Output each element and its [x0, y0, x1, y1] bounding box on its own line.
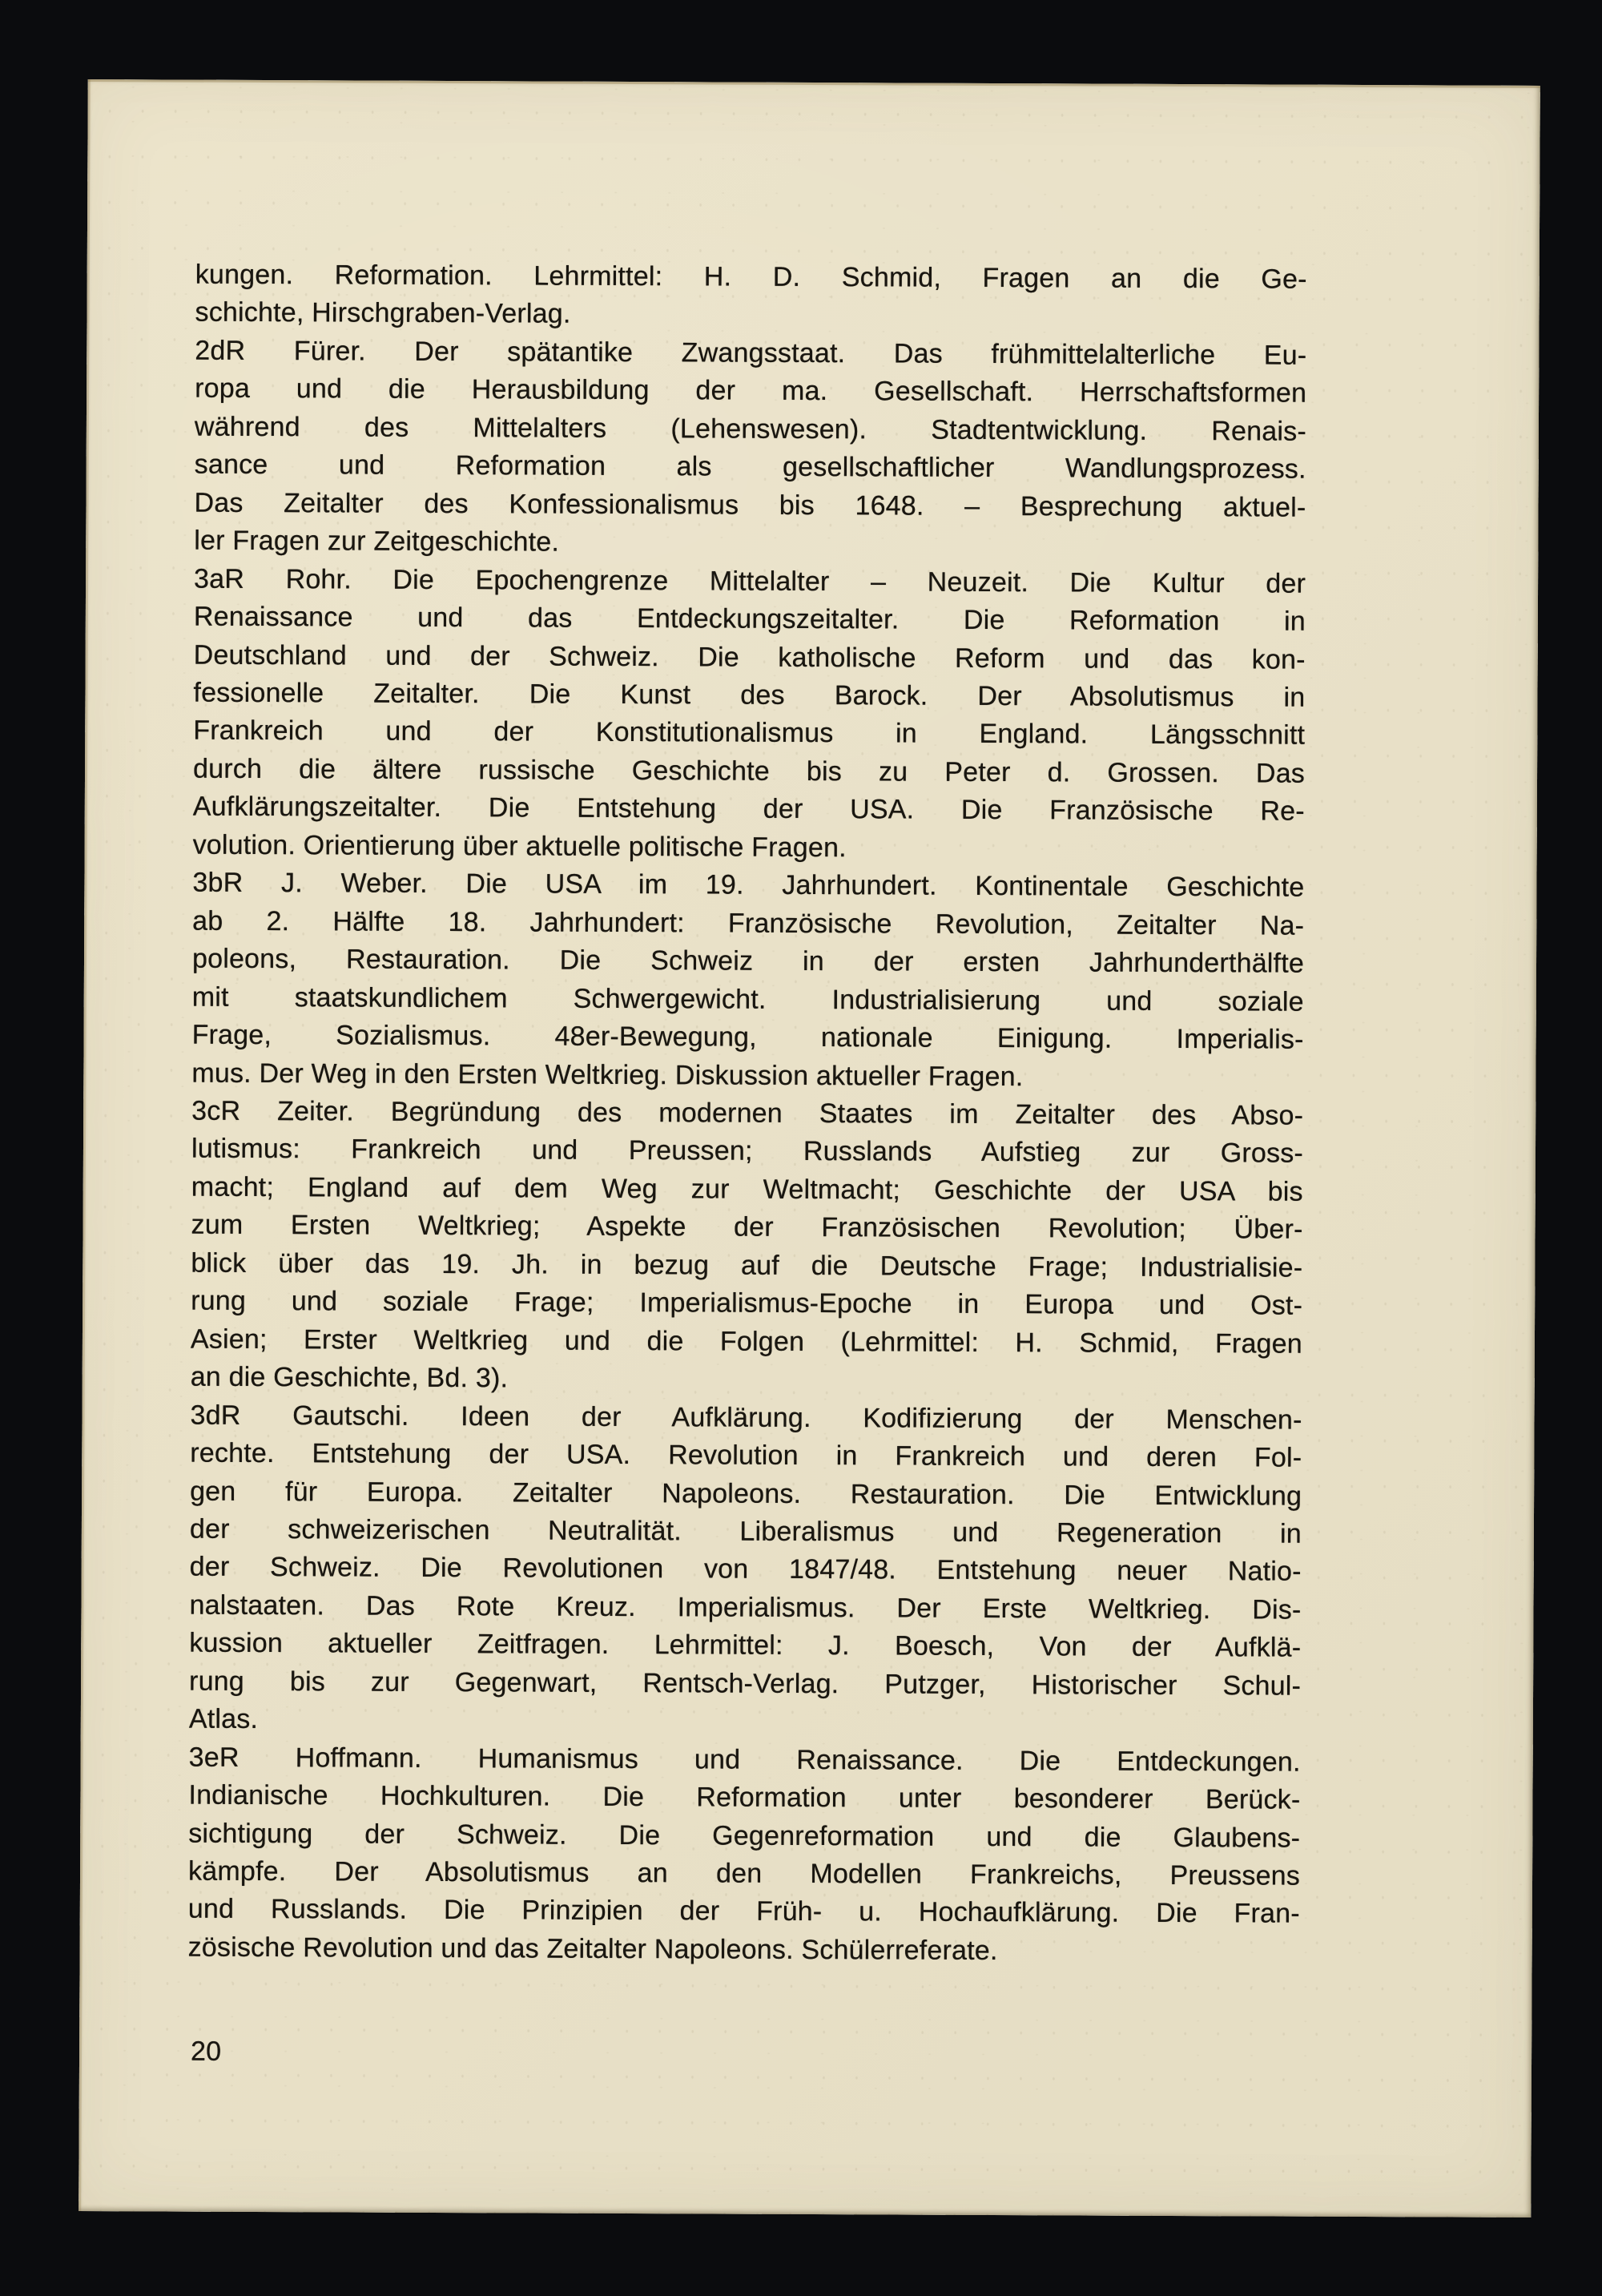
paragraph [193, 560, 1306, 869]
text-line: Frankreich und der Konstitutionalismus in England. Längsschnitt [193, 715, 1306, 751]
text-line: ler Fragen zur Zeitgeschichte. [194, 525, 560, 558]
paper-page [78, 79, 1540, 2217]
text-line: zösische Revolution und das Zeitalter Napoleons. Schülerreferate. [187, 1931, 998, 1966]
text-line: kussion aktueller Zeitfragen. Lehrmittel: J. Boesch, Von der Aufklä- [189, 1627, 1302, 1663]
text-line: mus. Der Weg in den Ersten Weltkrieg. Diskussion aktueller Fragen. [191, 1057, 1024, 1092]
text-line: rung bis zur Gegenwart, Rentsch-Verlag. Putzger, Historischer Schul- [189, 1666, 1302, 1702]
text-line: an die Geschichte, Bd. 3). [190, 1361, 509, 1394]
text-line: 2dR Fürer. Der spätantike Zwangsstaat. Das frühmittelalterliche Eu- [195, 335, 1307, 371]
paragraph [195, 256, 1306, 337]
text-line: Deutschland und der Schweiz. Die katholische Reform und das kon- [193, 639, 1306, 675]
text-line: Das Zeitalter des Konfessionalismus bis 1648. – Besprechung aktuel- [194, 487, 1306, 523]
text-line: 3eR Hoffmann. Humanismus und Renaissance. Die Entdeckungen. [188, 1742, 1301, 1778]
text-line: gen für Europa. Zeitalter Napoleons. Restauration. Die Entwicklung [190, 1476, 1302, 1512]
text-line: Indianische Hochkulturen. Die Reformation unter besonderer Berück- [188, 1779, 1301, 1815]
text-line: kungen. Reformation. Lehrmittel: H. D. Schmid, Fragen an die Ge- [195, 259, 1307, 295]
text-line: 3dR Gautschi. Ideen der Aufklärung. Kodifizierung der Menschen- [190, 1400, 1302, 1436]
paragraph [194, 332, 1306, 566]
text-line: Atlas. [188, 1703, 259, 1735]
text-line: poleons, Restauration. Die Schweiz in der ersten Jahrhunderthälfte [191, 943, 1305, 979]
text-line: und Russlands. Die Prinzipien der Früh- u. Hochaufklärung. Die Fran- [187, 1894, 1300, 1930]
text-line: ropa und die Herausbildung der ma. Gesellschaft. Herrschaftsformen [195, 373, 1307, 409]
text-line: 3aR Rohr. Die Epochengrenze Mittelalter – Neuzeit. Die Kultur der [194, 563, 1306, 599]
text-line: Aufklärungszeitalter. Die Entstehung der USA. Die Französische Re- [192, 791, 1305, 828]
text-line: fessionelle Zeitalter. Die Kunst des Barock. Der Absolutismus in [193, 677, 1306, 713]
text-line: Renaissance und das Entdeckungszeitalter. Die Reformation in [193, 601, 1306, 637]
text-line: 3cR Zeiter. Begründung des modernen Staates im Zeitalter des Abso- [191, 1095, 1304, 1131]
text-line: kämpfe. Der Absolutismus an den Modellen Frankreichs, Preussens [187, 1855, 1301, 1891]
text-line: der schweizerischen Neutralität. Liberalismus und Regeneration in [189, 1513, 1302, 1549]
text-line: Frage, Sozialismus. 48er-Bewegung, nationale Einigung. Imperialis- [191, 1019, 1304, 1055]
text-line: Asien; Erster Weltkrieg und die Folgen (Lehrmittel: H. Schmid, Fragen [190, 1323, 1303, 1359]
paragraph [189, 1396, 1302, 1743]
text-line: macht; England auf dem Weg zur Weltmacht; Geschichte der USA bis [191, 1171, 1303, 1207]
paragraph [191, 864, 1304, 1098]
text-line: während des Mittelalters (Lehenswesen). Stadtentwicklung. Renais- [194, 411, 1306, 447]
text-line: durch die ältere russische Geschichte bis zu Peter d. Grossen. Das [192, 753, 1306, 789]
text-line: mit staatskundlichem Schwergewicht. Industrialisierung und soziale [191, 981, 1304, 1017]
text-line: blick über das 19. Jh. in bezug auf die Deutsche Frage; Industrialisie- [191, 1247, 1303, 1283]
paragraph [191, 1093, 1304, 1402]
text-line: rechte. Entstehung der USA. Revolution in Frankreich und deren Fol- [190, 1437, 1302, 1473]
text-line: volution. Orientierung über aktuelle politische Fragen. [192, 829, 847, 863]
text-line: zum Ersten Weltkrieg; Aspekte der Französischen Revolution; Über- [191, 1209, 1303, 1246]
text-line: sance und Reformation als gesellschaftlicher Wandlungsprozess. [194, 449, 1306, 485]
text-line: ab 2. Hälfte 18. Jahrhundert: Französische Revolution, Zeitalter Na- [192, 905, 1305, 941]
page-number: 20 [190, 2036, 222, 2067]
text-line: sichtigung der Schweiz. Die Gegenreformation und die Glaubens- [188, 1818, 1301, 1854]
text-line: rung und soziale Frage; Imperialismus-Epoche in Europa und Ost- [191, 1285, 1303, 1321]
text-line: nalstaaten. Das Rote Kreuz. Imperialismus. Der Erste Weltkrieg. Dis- [189, 1589, 1302, 1625]
text-line: 3bR J. Weber. Die USA im 19. Jahrhundert. Kontinentale Geschichte [192, 867, 1305, 903]
paragraph [188, 1738, 1301, 1972]
text-line: lutismus: Frankreich und Preussen; Russlands Aufstieg zur Gross- [191, 1134, 1304, 1170]
text-line: schichte, Hirschgraben-Verlag. [195, 297, 571, 330]
text-block [188, 256, 1307, 1972]
text-line: der Schweiz. Die Revolutionen von 1847/48. Entstehung neuer Natio- [189, 1552, 1302, 1588]
